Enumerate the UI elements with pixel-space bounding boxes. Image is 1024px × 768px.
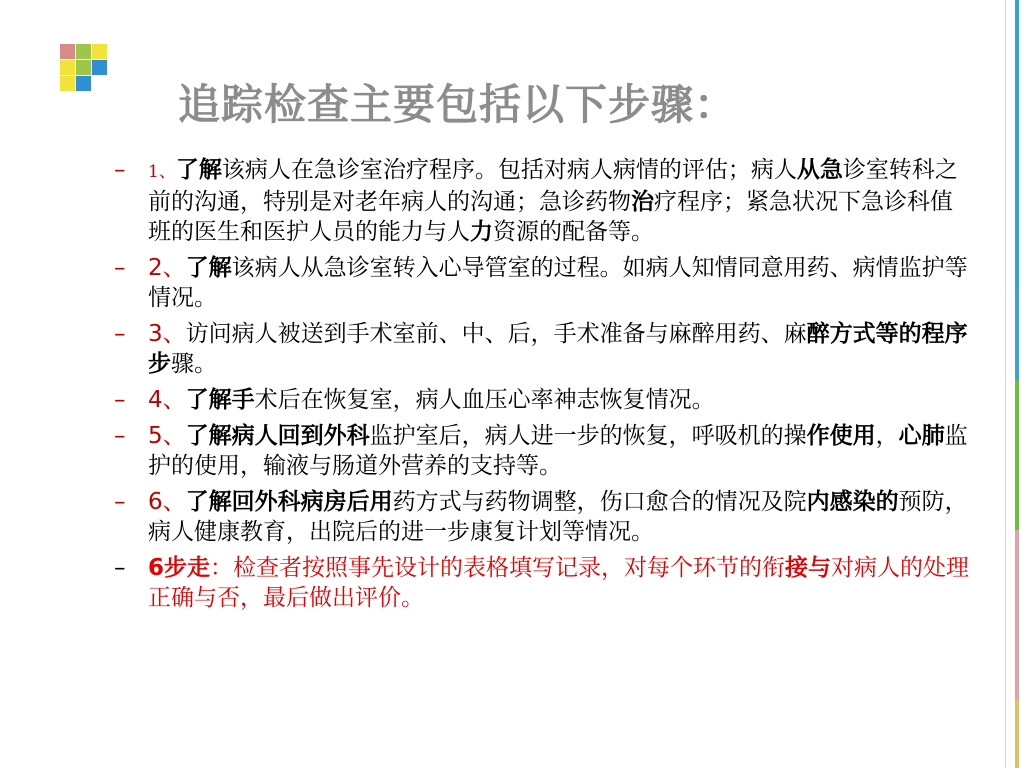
item-text-segment: 6步走 [148,555,211,581]
item-text-segment: 资源的配备等。 [493,219,654,245]
logo-square [92,44,107,59]
bullet-dash: – [114,423,126,449]
slide-title: 追踪检查主要包括以下步骤： [178,80,738,129]
logo-square [76,76,91,91]
bullet-dash: – [114,387,126,413]
item-text-segment: 从急 [796,157,843,183]
item-text-segment: 力 [470,219,493,245]
right-rule [1005,0,1006,768]
bullet-dash: – [114,157,126,183]
list-item [100,487,970,547]
item-text-segment: 监护的使用，输液与肠道外营养的支持等。 [148,423,968,479]
list-item [100,155,970,247]
item-text-segment: 术后在恢复室，病人血压心率神志恢复情况。 [254,387,715,413]
item-text-segment: 了解 [185,255,232,281]
right-color-bar [1015,0,1019,768]
list-item [100,421,970,481]
item-text-segment: 药方式与药物调整，伤口愈合的情况及院 [392,489,807,515]
item-text-segment: 2、 [148,255,186,281]
right-bar-segment [1015,700,1019,768]
list-item [100,253,970,313]
right-bar-segment [1015,530,1019,700]
item-text-segment: 了解病人回到外科 [185,423,370,449]
bullet-dash: – [114,255,126,281]
item-text-segment: 3、 [148,321,186,347]
item-text-segment: 心肺 [898,423,945,449]
item-text-segment: ：检查者按照事先设计的表格填写记录，对每个环节的衔 [210,555,786,581]
item-text-segment: 1、 [148,162,176,182]
bullet-dash: – [114,489,126,515]
item-text-segment: 该病人在急诊室治疗程序。包括对病人病情的评估；病人 [221,157,797,183]
item-text-segment: ， [875,423,899,449]
bullet-dash: – [114,555,126,581]
logo-square [60,44,75,59]
item-text-segment: 预防，病人健康教育，出院后的进一步康复计划等情况。 [148,489,968,545]
item-text-segment: 访问病人被送到手术室前、中、后，手术准备与麻醉用药、麻 [185,321,807,347]
item-text-segment: 醉方式等的程序步 [148,321,968,377]
step-list [100,155,970,619]
item-text-segment: 诊室转科之前的沟通，特别是对老年病人的沟通；急诊药物 [148,157,958,215]
item-text-segment: 治 [631,189,654,215]
logo-square [60,76,75,91]
item-text-segment: 了解回外科病房后用 [185,489,393,515]
logo-square [76,44,91,59]
item-text-segment: 骤。 [171,351,217,377]
list-item [100,385,970,415]
item-text-segment: 了解手 [185,387,255,413]
item-text-segment: 内感染的 [806,489,899,515]
right-bar-segment [1015,380,1019,530]
item-text-segment: 疗程序；紧急状况下急诊科值班的医生和医护人员的能力与人 [148,189,953,245]
right-bar-segment [1015,0,1019,290]
list-item [100,319,970,379]
item-text-segment: 对病人的处理正确与否，最后做出评价。 [148,555,970,611]
list-item [100,553,970,613]
right-bar-segment [1015,290,1019,380]
logo-square [92,60,107,75]
item-text-segment: 接与 [785,555,832,581]
logo-square [76,60,91,75]
logo-grid-icon [60,44,108,92]
bullet-dash: – [114,321,126,347]
item-text-segment: 了解 [175,157,222,183]
logo-square [60,60,75,75]
item-text-segment: 6、 [148,489,186,515]
item-text-segment: 4、 [148,387,186,413]
item-text-segment: 作使用 [806,423,876,449]
item-text-segment: 该病人从急诊室转入心导管室的过程。如病人知情同意用药、病情监护等情况。 [148,255,968,311]
item-text-segment: 监护室后，病人进一步的恢复，呼吸机的操 [369,423,807,449]
item-text-segment: 5、 [148,423,186,449]
